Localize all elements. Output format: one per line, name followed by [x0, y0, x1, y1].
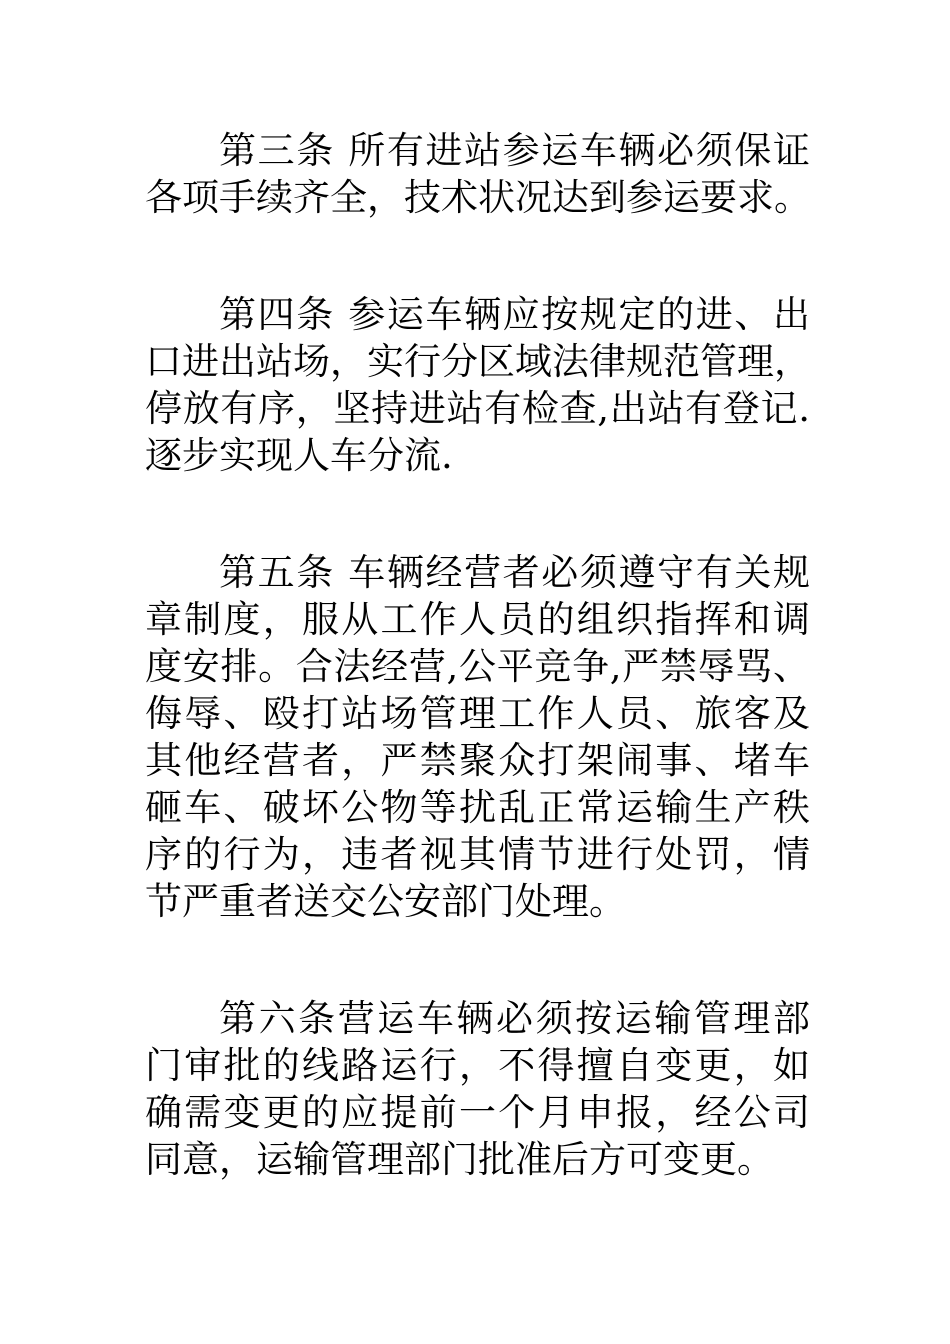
paragraph-line: 序的行为，违者视其情节进行处罚，情 [145, 833, 810, 876]
paragraph-line: 第六条营运车辆必须按运输管理部 [219, 997, 810, 1040]
paragraph-article-6 [145, 995, 810, 1183]
paragraph-line: 第五条 车辆经营者必须遵守有关规 [219, 551, 810, 594]
paragraph-article-3 [145, 127, 810, 221]
paragraph-article-4 [145, 291, 810, 479]
paragraph-line: 同意，运输管理部门批准后方可变更。 [145, 1138, 774, 1181]
paragraph-line: 侮辱、殴打站场管理工作人员、旅客及 [145, 692, 810, 735]
paragraph-line: 其他经营者，严禁聚众打架闹事、堵车 [145, 739, 810, 782]
paragraph-line: 砸车、破坏公物等扰乱正常运输生产秩 [145, 786, 810, 829]
paragraph-article-5 [145, 549, 810, 925]
paragraph-line: 节严重者送交公安部门处理。 [145, 880, 626, 923]
paragraph-line: 口进出站场，实行分区域法律规范管理， [145, 340, 811, 383]
paragraph-line: 度安排。合法经营,公平竞争,严禁辱骂、 [145, 645, 810, 688]
paragraph-line: 停放有序，坚持进站有检查,出站有登记. [145, 387, 810, 430]
paragraph-line: 第三条 所有进站参运车辆必须保证 [219, 129, 810, 172]
paragraph-line: 逐步实现人车分流. [145, 434, 453, 477]
paragraph-line: 各项手续齐全，技术状况达到参运要求。 [145, 176, 811, 219]
paragraph-line: 章制度，服从工作人员的组织指挥和调 [145, 598, 810, 641]
paragraph-line: 第四条 参运车辆应按规定的进、出 [219, 293, 810, 336]
paragraph-line: 门审批的线路运行，不得擅自变更，如 [145, 1044, 810, 1087]
paragraph-line: 确需变更的应提前一个月申报，经公司 [145, 1091, 810, 1134]
document-body [145, 127, 810, 1253]
